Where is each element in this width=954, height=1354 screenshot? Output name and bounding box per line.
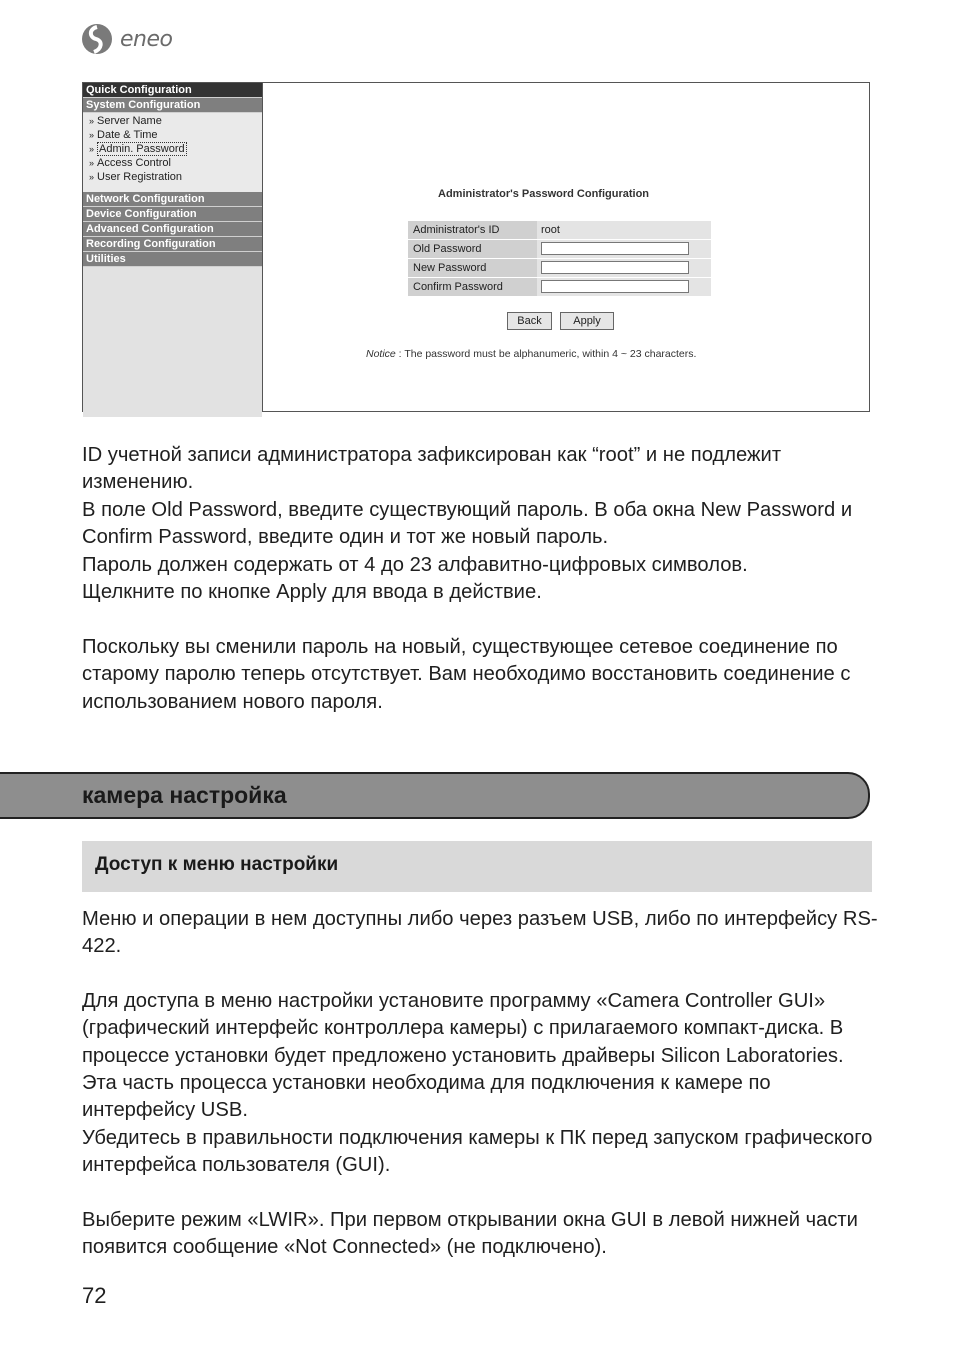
paragraph-admin-id: ID учетной записи администратора зафиксирован как “root” и не подлежит изменению. [82, 444, 782, 494]
paragraph-connection: Убедитесь в правильности подключения камеры к ПК перед запуском графического интерфейса пользователя (GUI). [82, 1127, 873, 1177]
sidebar-item-quick-configuration[interactable]: Quick Configuration [83, 83, 262, 98]
double-chevron-icon: » [89, 130, 95, 140]
admin-id-value: root [537, 221, 711, 240]
paragraph-password-length: Пароль должен содержать от 4 до 23 алфавитно-цифровых символов. [82, 554, 748, 576]
sidebar-item-device-configuration[interactable]: Device Configuration [83, 207, 262, 222]
subsection-title: Доступ к меню настройки [95, 854, 339, 875]
paragraph-reconnect: Поскольку вы сменили пароль на новый, существующее сетевое соединение по старому паролю теперь отсутствует. Вам необходимо восстановить соединение с использованием нового пароля. [82, 636, 851, 713]
sidebar-item-advanced-configuration[interactable]: Advanced Configuration [83, 222, 262, 237]
paragraph-lwir: Выберите режим «LWIR». При первом открывании окна GUI в левой нижней части появится сообщение «Not Connected» (не подключено). [82, 1209, 858, 1259]
confirm-password-label: Confirm Password [408, 278, 537, 297]
paragraph-install: Для доступа в меню настройки установите программу «Camera Controller GUI» (графический интерфейс контроллера камеры) с прилагаемого компакт-диска. В процессе установки будет предложено установить драйверы Silicon Laboratories. Эта часть процесса установки необходима для подключения к камере по интерфейсу USB. [82, 990, 844, 1122]
double-chevron-icon: » [89, 116, 95, 126]
old-password-label: Old Password [408, 240, 537, 259]
admin-password-screenshot [82, 82, 870, 412]
page-number: 72 [82, 1283, 107, 1308]
sidebar-empty-area [83, 267, 262, 417]
notice-label: Notice [366, 348, 396, 360]
new-password-field[interactable] [541, 261, 689, 274]
sidebar-item-utilities[interactable]: Utilities [83, 252, 262, 267]
submenu-server-name[interactable]: » Server Name [89, 115, 162, 127]
sidebar-item-recording-configuration[interactable]: Recording Configuration [83, 237, 262, 252]
submenu-date-time[interactable]: » Date & Time [89, 129, 158, 141]
password-form [408, 221, 711, 297]
eneo-swirl-icon [80, 21, 116, 57]
form-row [408, 221, 711, 240]
apply-button[interactable]: Apply [560, 312, 614, 330]
sidebar-item-system-configuration[interactable]: System Configuration [83, 98, 262, 113]
form-row [408, 240, 711, 259]
submenu-admin-password[interactable]: » Admin. Password [89, 143, 185, 155]
double-chevron-icon: » [89, 172, 95, 182]
form-row [408, 278, 711, 297]
brand-name: eneo [120, 26, 173, 52]
submenu-access-control[interactable]: » Access Control [89, 157, 171, 169]
eneo-logo [80, 20, 172, 58]
old-password-field[interactable] [541, 242, 689, 255]
sidebar-item-network-configuration[interactable]: Network Configuration [83, 192, 262, 207]
paragraph-menu-access: Меню и операции в нем доступны либо через разъем USB, либо по интерфейсу RS-422. [82, 908, 878, 958]
password-notice [366, 348, 696, 360]
paragraph-old-password: В поле Old Password, введите существующий пароль. В оба окна New Password и Confirm Password, введите один и тот же новый пароль. [82, 499, 853, 549]
config-sidebar [83, 83, 263, 411]
double-chevron-icon: » [89, 144, 95, 154]
notice-text: : The password must be alphanumeric, within 4 ~ 23 characters. [395, 348, 697, 360]
double-chevron-icon: » [89, 158, 95, 168]
section-title: камера настройка [82, 782, 287, 808]
submenu-user-registration[interactable]: » User Registration [89, 171, 182, 183]
confirm-password-field[interactable] [541, 280, 689, 293]
back-button[interactable]: Back [507, 312, 552, 330]
system-submenu [83, 113, 262, 192]
config-title: Administrator's Password Configuration [438, 188, 650, 200]
form-row [408, 259, 711, 278]
subsection-header [82, 841, 872, 892]
admin-id-label: Administrator's ID [408, 221, 537, 240]
paragraph-apply: Щелкните по кнопке Apply для ввода в действие. [82, 581, 542, 603]
new-password-label: New Password [408, 259, 537, 278]
